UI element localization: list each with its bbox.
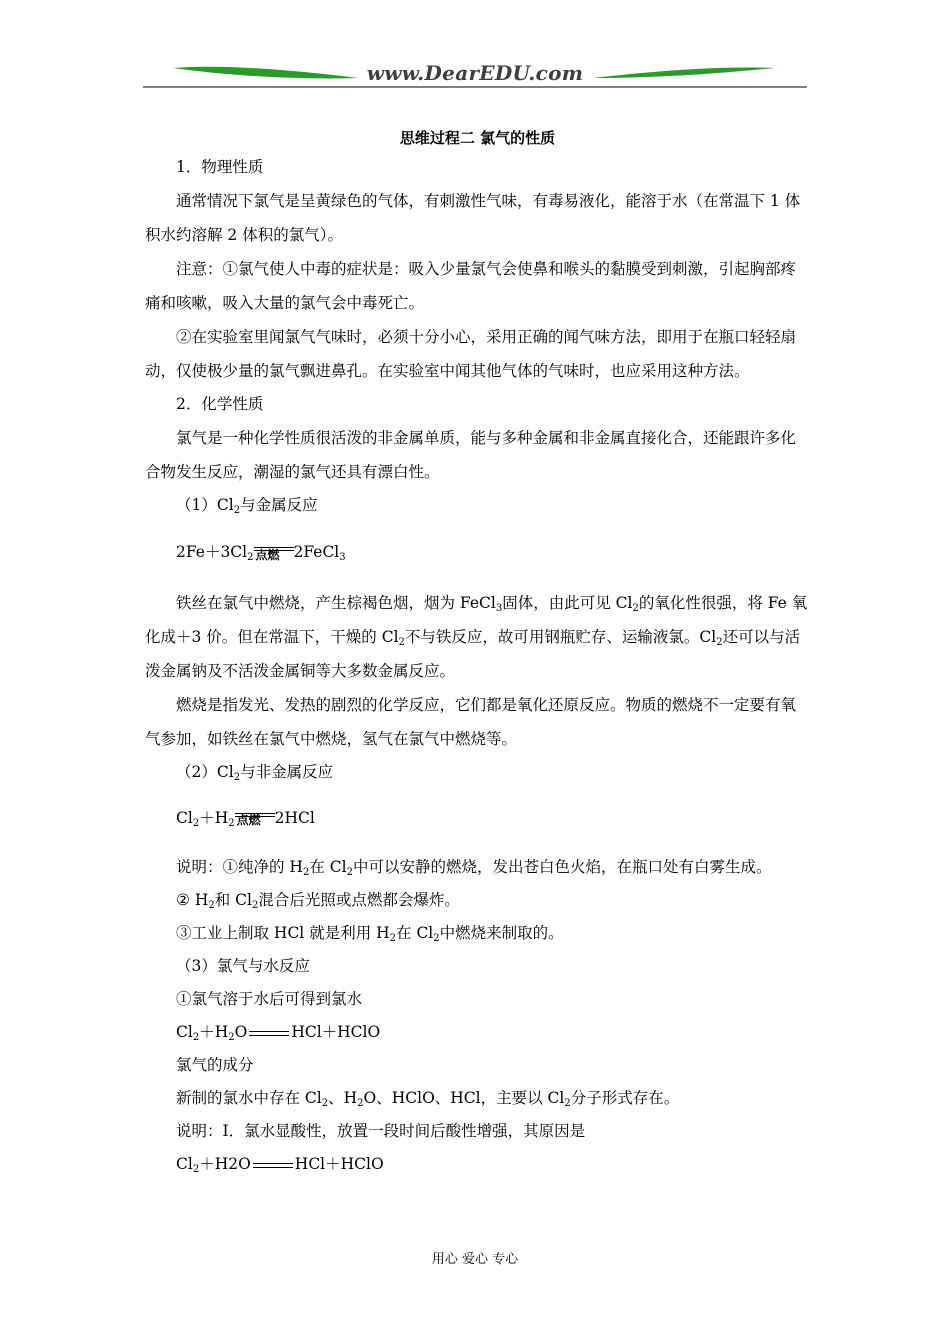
subheading-water: （3）氯气与水反应 [176,957,310,975]
water-line-1: ①氯气溶于水后可得到氯水 [176,990,363,1008]
paragraph-iron-burning: 铁丝在氯气中燃烧，产生棕褐色烟，烟为 FeCl$_3$固体，由此可见 $Cl_2$的氧化性很强，将 Fe 氧化成＋3 价。但在常温下，干燥的 $Cl_2$不与铁反应，故可用钢瓶贮存、运输液氯。$Cl_2$还可以与活泼金属钠及不活泼金属铜等大多数金属反应。 [145,594,808,680]
equals-sign-icon [253,1163,293,1168]
paragraph-combustion: 燃烧是指发光、发热的剧烈的化学反应，它们都是氧化还原反应。物质的燃烧不一定要有氧气参加，如铁丝在氯气中燃烧，氢气在氯气中燃烧等。 [145,696,797,748]
water-line-3: 新制的氯水中存在 $Cl_2$、$H_2O$、HClO、HCl，主要以 $Cl_2$分子形式存在。 [176,1089,680,1109]
equals-sign-icon [249,1031,289,1036]
subheading-metal: $(1)Cl_2$与金属反应 [176,496,318,516]
page-title: 思维过程二 氯气的性质 [399,129,556,147]
section-heading-physical: 1．物理性质 [176,158,264,176]
equation-fe-cl2: $2Fe+3Cl_2$ 点燃 2FeCl$_3$ [176,543,346,563]
page-header [143,58,807,90]
section-heading-chemical: 2．化学性质 [176,395,264,413]
page-footer: 用心 爱心 专心 [431,1252,519,1267]
subheading-nonmetal: $(2)Cl_2$与非金属反应 [176,763,334,783]
note-line-2: ② $H_2$和 $Cl_2$混合后光照或点燃都会爆炸。 [176,891,460,911]
equation-cl2-h2o-2: $Cl_2+H2O$ HCl＋HClO [176,1155,384,1175]
water-line-4: 说明：Ⅰ．氯水显酸性，放置一段时间后酸性增强，其原因是 [176,1122,586,1140]
paragraph-chemical: 氯气是一种化学性质很活泼的非金属单质，能与多种金属和非金属直接化合，还能跟许多化合物发生反应，潮湿的氯气还具有漂白性。 [145,429,797,481]
note-line-1: 说明：①纯净的 $H_2$在 $Cl_2$中可以安静的燃烧，发出苍白色火焰，在瓶口处有白雾生成。 [176,858,772,878]
reaction-arrow-ignite: 点燃 [254,543,294,557]
equation-h2-cl2: $Cl_2+H_2$ 点燃 2HCl [176,809,315,829]
paragraph-note-2: ②在实验室里闻氯气气味时，必须十分小心，采用正确的闻气味方法，即用于在瓶口轻轻扇动，仅使极少量的氯气飘进鼻孔。在实验室中闻其他气体的气味时，也应采用这种方法。 [145,328,797,380]
note-line-3: ③工业上制取 HCl 就是利用 $H_2$在 $Cl_2$中燃烧来制取的。 [176,924,564,944]
site-logo[interactable]: www.DearEDU.com [366,61,584,85]
reaction-arrow-ignite: 点燃 [235,809,275,823]
water-line-2: 氯气的成分 [176,1056,254,1074]
paragraph-note-1: 注意：①氯气使人中毒的症状是：吸入少量氯气会使鼻和喉头的黏膜受到刺激，引起胸部疼痛和咳嗽，吸入大量的氯气会中毒死亡。 [145,260,797,312]
equation-cl2-h2o: $Cl_2+H_2O$ HCl＋HClO [176,1023,381,1043]
document-body [145,125,810,1181]
paragraph-physical: 通常情况下氯气是呈黄绿色的气体，有刺激性气味，有毒易液化，能溶于水（在常温下 1 体积水约溶解 2 体积的氯气）。 [145,192,801,244]
